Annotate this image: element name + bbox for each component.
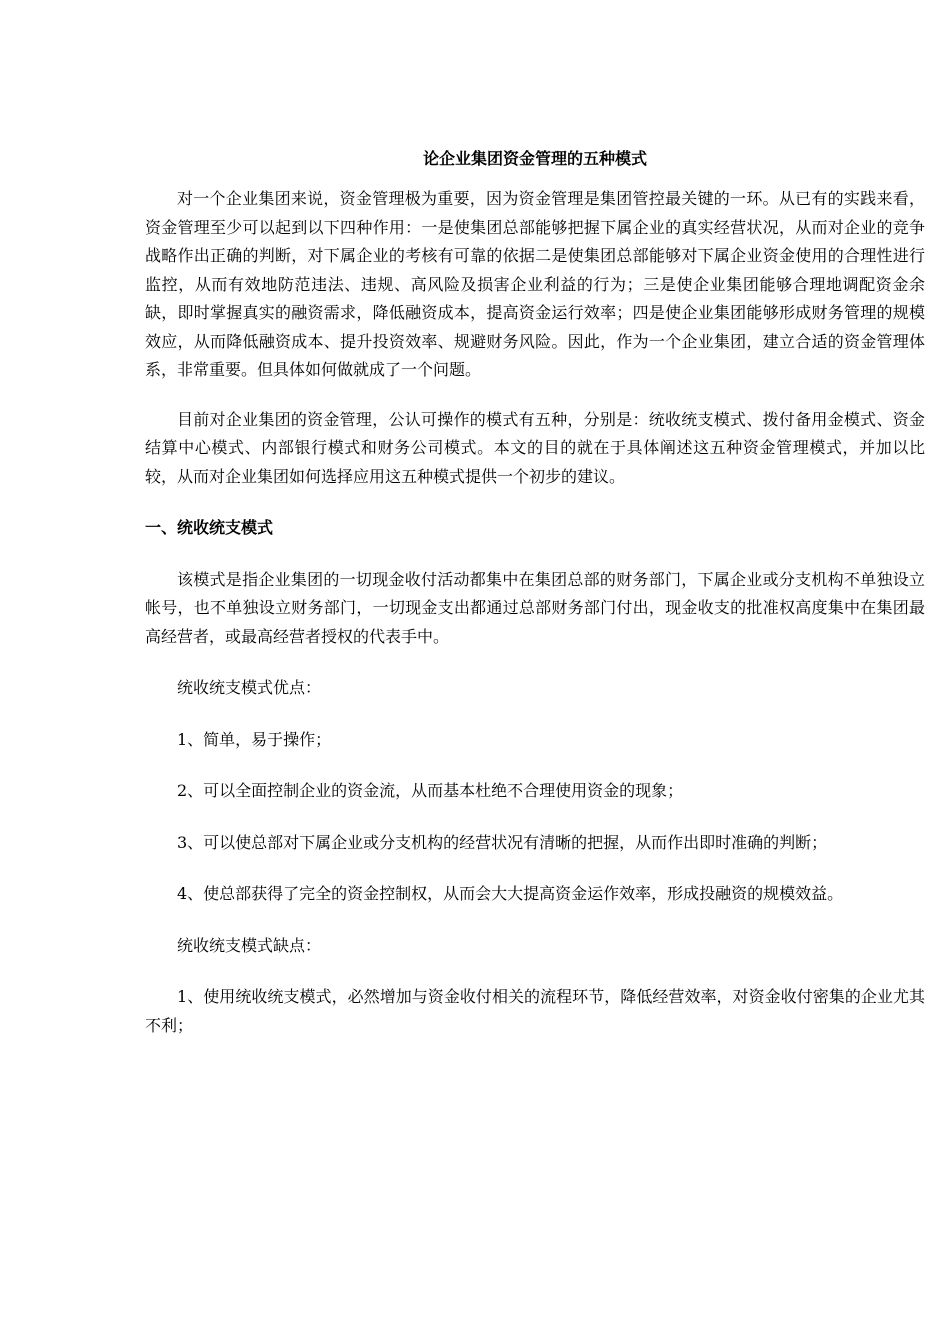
section-intro-paragraph: 该模式是指企业集团的一切现金收付活动都集中在集团总部的财务部门，下属企业或分支机构不单独设立帐号，也不单独设立财务部门，一切现金支出都通过总部财务部门付出，现金收支的批准权高度集中在集团最高经营者，或最高经营者授权的代表手中。 <box>145 569 925 646</box>
intro-paragraph-2: 目前对企业集团的资金管理，公认可操作的模式有五种，分别是：统收统支模式、拨付备用金模式、资金结算中心模式、内部银行模式和财务公司模式。本文的目的就在于具体阐述这五种资金管理模式，并加以比较，从而对企业集团如何选择应用这五种模式提供一个初步的建议。 <box>145 409 925 486</box>
advantage-item-1: 1、简单，易于操作； <box>177 729 332 749</box>
advantage-item-4: 4、使总部获得了完全的资金控制权，从而会大大提高资金运作效率，形成投融资的规模效益。 <box>177 884 844 903</box>
intro-paragraph-1: 对一个企业集团来说，资金管理极为重要，因为资金管理是集团管控最关键的一环。从已有的实践来看，资金管理至少可以起到以下四种作用：一是使集团总部能够把握下属企业的真实经营状况，从而对企业的竞争战略作出正确的判断，对下属企业的考核有可靠的依据二是使集团总部能够对下属企业资金使用的合理性进行监控，从而有效地防范违法、违规、高风险及损害企业利益的行为；三是使企业集团能够合理地调配资金余缺，即时掌握真实的融资需求，降低融资成本，提高资金运行效率；四是使企业集团能够形成财务管理的规模效应，从而降低融资成本、提升投资效率、规避财务风险。因此，作为一个企业集团，建立合适的资金管理体系，非常重要。但具体如何做就成了一个问题。 <box>145 189 925 379</box>
advantage-item-3: 3、可以使总部对下属企业或分支机构的经营状况有清晰的把握，从而作出即时准确的判断； <box>177 832 828 852</box>
advantage-item-2: 2、可以全面控制企业的资金流，从而基本杜绝不合理使用资金的现象； <box>177 781 684 800</box>
document-page <box>145 146 925 1040</box>
disadvantage-item-1: 1、使用统收统支模式，必然增加与资金收付相关的流程环节，降低经营效率，对资金收付密集的企业尤其不利； <box>145 987 925 1035</box>
disadvantages-label: 统收统支模式缺点： <box>177 935 322 955</box>
advantages-label: 统收统支模式优点： <box>177 678 322 697</box>
document-title: 论企业集团资金管理的五种模式 <box>422 149 647 168</box>
section-heading: 一、统收统支模式 <box>145 518 274 537</box>
